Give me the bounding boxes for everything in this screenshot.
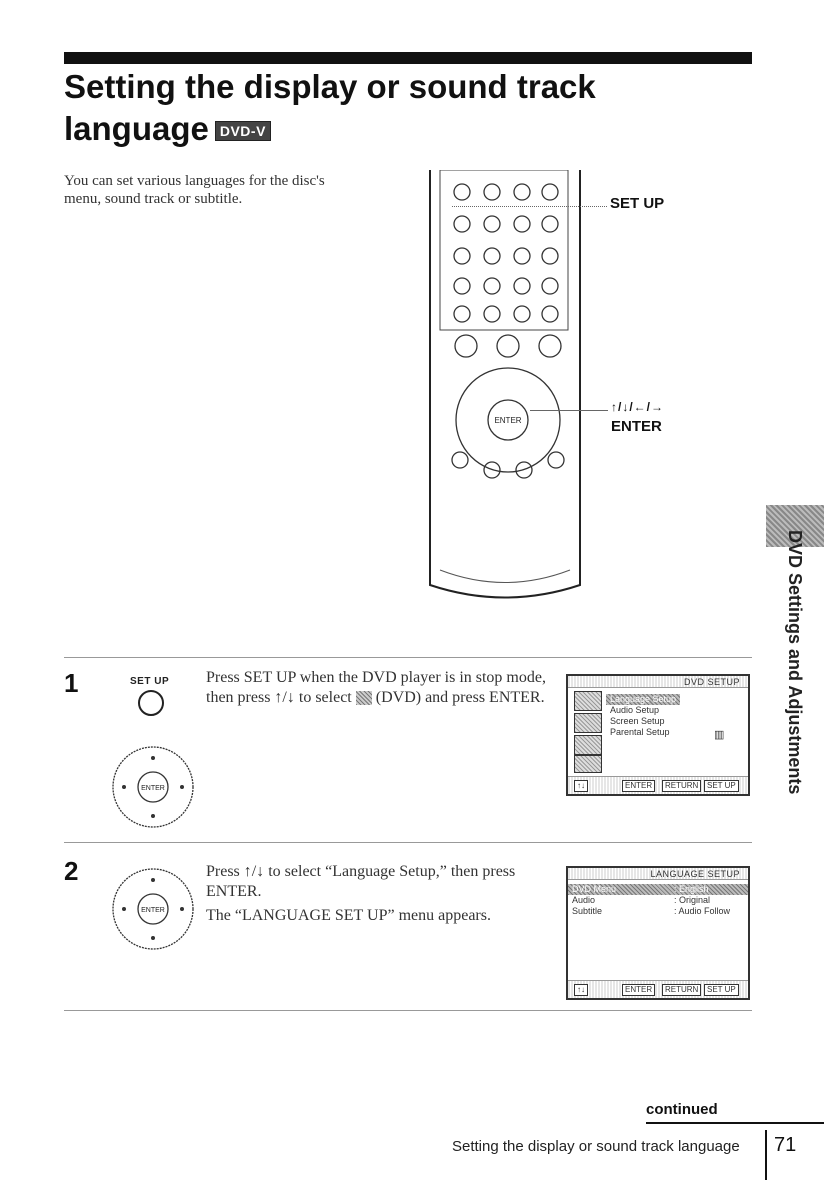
bottom-rule bbox=[646, 1122, 824, 1124]
row-audio-value: : Original bbox=[674, 895, 711, 905]
step-2-instruction: Press ↑/↓ to select “Language Setup,” then press ENTER. bbox=[206, 863, 516, 900]
menu-item-parental-setup[interactable]: Parental Setup bbox=[610, 727, 670, 737]
arrows-callout: ↑/↓/←/→ bbox=[611, 400, 665, 414]
row-dvd-menu[interactable] bbox=[568, 884, 748, 895]
divider-2 bbox=[64, 842, 752, 843]
step-2-result: The “LANGUAGE SET UP” menu appears. bbox=[206, 907, 491, 924]
step-1-number: 1 bbox=[64, 668, 79, 698]
continued-label: continued bbox=[646, 1101, 718, 1118]
setup-key-2: SET UP bbox=[704, 984, 739, 996]
setup-key: SET UP bbox=[704, 780, 739, 792]
return-key: RETURN bbox=[662, 780, 701, 792]
divider-3 bbox=[64, 1010, 752, 1011]
language-setup-header: LANGUAGE SETUP bbox=[568, 868, 748, 880]
page-title bbox=[64, 66, 684, 150]
direction-pad-icon bbox=[108, 742, 198, 832]
lock-icon: ▥ bbox=[714, 729, 725, 741]
footer-section-title: Setting the display or sound track language bbox=[452, 1138, 740, 1155]
svg-text:ENTER: ENTER bbox=[141, 785, 165, 792]
language-setup-body bbox=[568, 880, 748, 980]
step-1-text bbox=[206, 668, 546, 708]
row-subtitle[interactable] bbox=[568, 906, 748, 917]
menu-item-audio-setup[interactable]: Audio Setup bbox=[610, 705, 660, 715]
dvd-setup-header: DVD SETUP bbox=[568, 676, 748, 688]
setup-button-icon bbox=[138, 690, 164, 716]
audio-icon bbox=[574, 713, 602, 733]
return-key-2: RETURN bbox=[662, 984, 701, 996]
parental-icon bbox=[574, 755, 602, 773]
step-2-text bbox=[206, 862, 546, 930]
dvd-icon bbox=[356, 691, 372, 705]
side-tab-text: DVD Settings and Adjustments bbox=[785, 530, 805, 795]
direction-pad-icon-2 bbox=[108, 864, 198, 954]
row-audio[interactable] bbox=[568, 895, 748, 906]
row-subtitle-label: Subtitle bbox=[572, 906, 603, 916]
row-dvd-menu-label: DVD Menu bbox=[572, 884, 617, 894]
remote-control-illustration bbox=[420, 170, 590, 610]
dvd-v-badge: DVD-V bbox=[215, 121, 271, 141]
step-2-number: 2 bbox=[64, 856, 79, 886]
up-down-key-icon-2: ↑↓ bbox=[574, 984, 588, 996]
language-setup-menu bbox=[566, 866, 750, 1000]
language-setup-footer bbox=[568, 980, 748, 998]
enter-button-label: ENTER bbox=[494, 416, 522, 425]
remote-control-icon bbox=[420, 170, 590, 610]
enter-key: ENTER bbox=[622, 780, 655, 792]
setup-callout: SET UP bbox=[610, 195, 665, 212]
screen-icon bbox=[574, 735, 602, 755]
title-line-1: Setting the display or sound track bbox=[64, 68, 596, 105]
menu-item-screen-setup[interactable]: Screen Setup bbox=[610, 716, 665, 726]
arrows-callout-line bbox=[530, 410, 608, 411]
row-subtitle-value: : Audio Follow bbox=[674, 906, 731, 916]
side-tab-label bbox=[764, 530, 824, 795]
setup-button-label: SET UP bbox=[130, 676, 170, 687]
footer-separator bbox=[765, 1130, 767, 1180]
row-audio-label: Audio bbox=[572, 895, 596, 905]
menu-item-language-setup[interactable]: Language Setup bbox=[606, 694, 680, 705]
language-icon bbox=[574, 691, 602, 711]
step-1-text-b: (DVD) and press ENTER. bbox=[375, 689, 545, 706]
page-number: 71 bbox=[774, 1134, 797, 1156]
intro-text: You can set various languages for the disc's menu, sound track or subtitle. bbox=[64, 173, 325, 207]
title-line-2: language bbox=[64, 110, 209, 147]
dvd-setup-body bbox=[568, 688, 748, 776]
enter-key-2: ENTER bbox=[622, 984, 655, 996]
setup-callout-line bbox=[452, 206, 607, 207]
row-dvd-menu-value: : English bbox=[674, 884, 709, 894]
dvd-setup-footer bbox=[568, 776, 748, 794]
up-down-key-icon: ↑↓ bbox=[574, 780, 588, 792]
dvd-setup-menu bbox=[566, 674, 750, 796]
svg-text:ENTER: ENTER bbox=[141, 907, 165, 914]
step-1-text-a: Press SET UP when the DVD player is in stop mode, then press ↑/↓ to select bbox=[206, 669, 546, 706]
divider-1 bbox=[64, 657, 752, 658]
top-rule bbox=[64, 52, 752, 64]
enter-callout: ENTER bbox=[611, 418, 662, 435]
